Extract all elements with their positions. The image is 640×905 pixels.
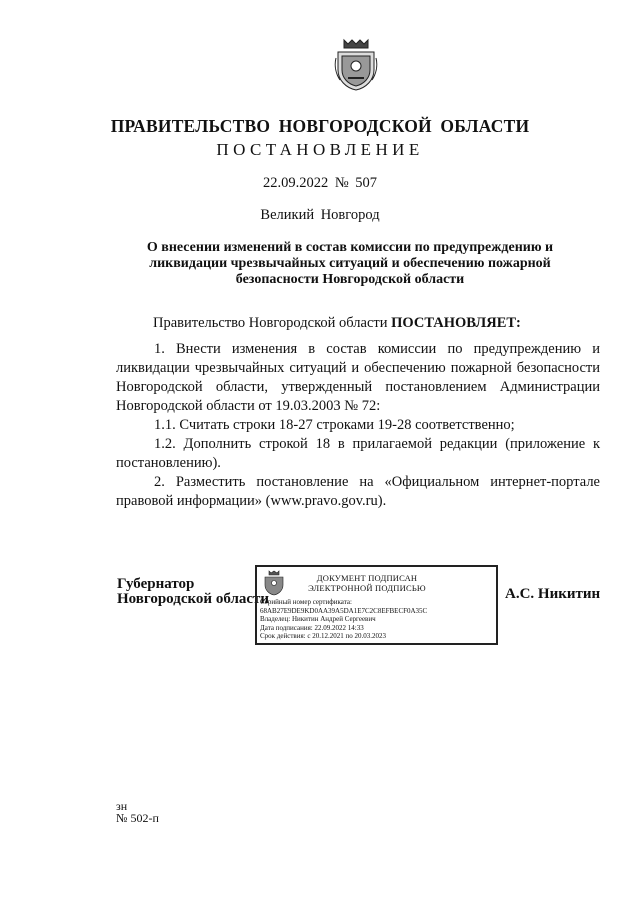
electronic-signature-stamp [255,565,498,645]
stamp-emblem-icon [261,570,287,596]
document-type: ПОСТАНОВЛЕНИЕ [216,140,424,159]
preamble-emphasis: ПОСТАНОВЛЯЕТ: [391,315,521,331]
preamble [153,315,521,332]
stamp-details [260,598,427,641]
coat-of-arms-emblem [334,38,378,92]
item-2: 2. Разместить постановление на «Официальном интернет-портале правовой информации» (www.pravo.gov.ru). [116,474,600,509]
document-city: Великий Новгород [260,207,380,223]
signatory-position [117,577,269,606]
stamp-signed-at: Дата подписания: 22.09.2022 14:33 [260,623,364,632]
signatory-position-line2: Новгородской области [117,590,270,607]
document-date-number: 22.09.2022 № 507 [262,175,378,191]
footer-reference [116,800,159,824]
stamp-title-line2: ЭЛЕКТРОННОЙ ПОДПИСЬЮ [308,583,426,593]
item-1: 1. Внести изменения в состав комиссии по предупреждению и ликвидации чрезвычайных ситуаций и обеспечению пожарной безопасности Новгородской области, утвержденный постановлением Администрации Новгородской области от 19.03.2003 № 72: [116,341,600,414]
document-subject: О внесении изменений в состав комиссии по предупреждению и ликвидации чрезвычайных ситуаций и обеспечению пожарной безопасности Новгородской области [146,240,554,287]
stamp-serial-label: Серийный номер сертификата: [260,598,352,606]
stamp-title-line1: ДОКУМЕНТ ПОДПИСАН [316,573,418,583]
stamp-owner: Владелец: Никитин Андрей Сергеевич [260,615,376,623]
government-title: ПРАВИТЕЛЬСТВО НОВГОРОДСКОЙ ОБЛАСТИ [110,116,530,136]
signatory-position-line1: Губернатор [117,576,195,592]
preamble-text: Правительство Новгородской области [153,315,392,331]
stamp-header [297,573,437,593]
item-1-1: 1.1. Считать строки 18-27 строками 19-28 соответственно; [154,417,515,433]
stamp-serial: 68AB27E9DE9KD0AA39A5DA1E7C2C8EFBECF0A35C [260,606,428,615]
footer-ref-number: № 502-п [116,811,159,825]
stamp-validity: Срок действия: с 20.12.2021 по 20.03.2023 [260,632,386,640]
signatory-name: А.С. Никитин [505,586,601,602]
document-body [116,340,600,511]
item-1-2: 1.2. Дополнить строкой 18 в прилагаемой редакции (приложение к постановлению). [116,436,600,471]
footer-initials: зн [116,799,128,813]
